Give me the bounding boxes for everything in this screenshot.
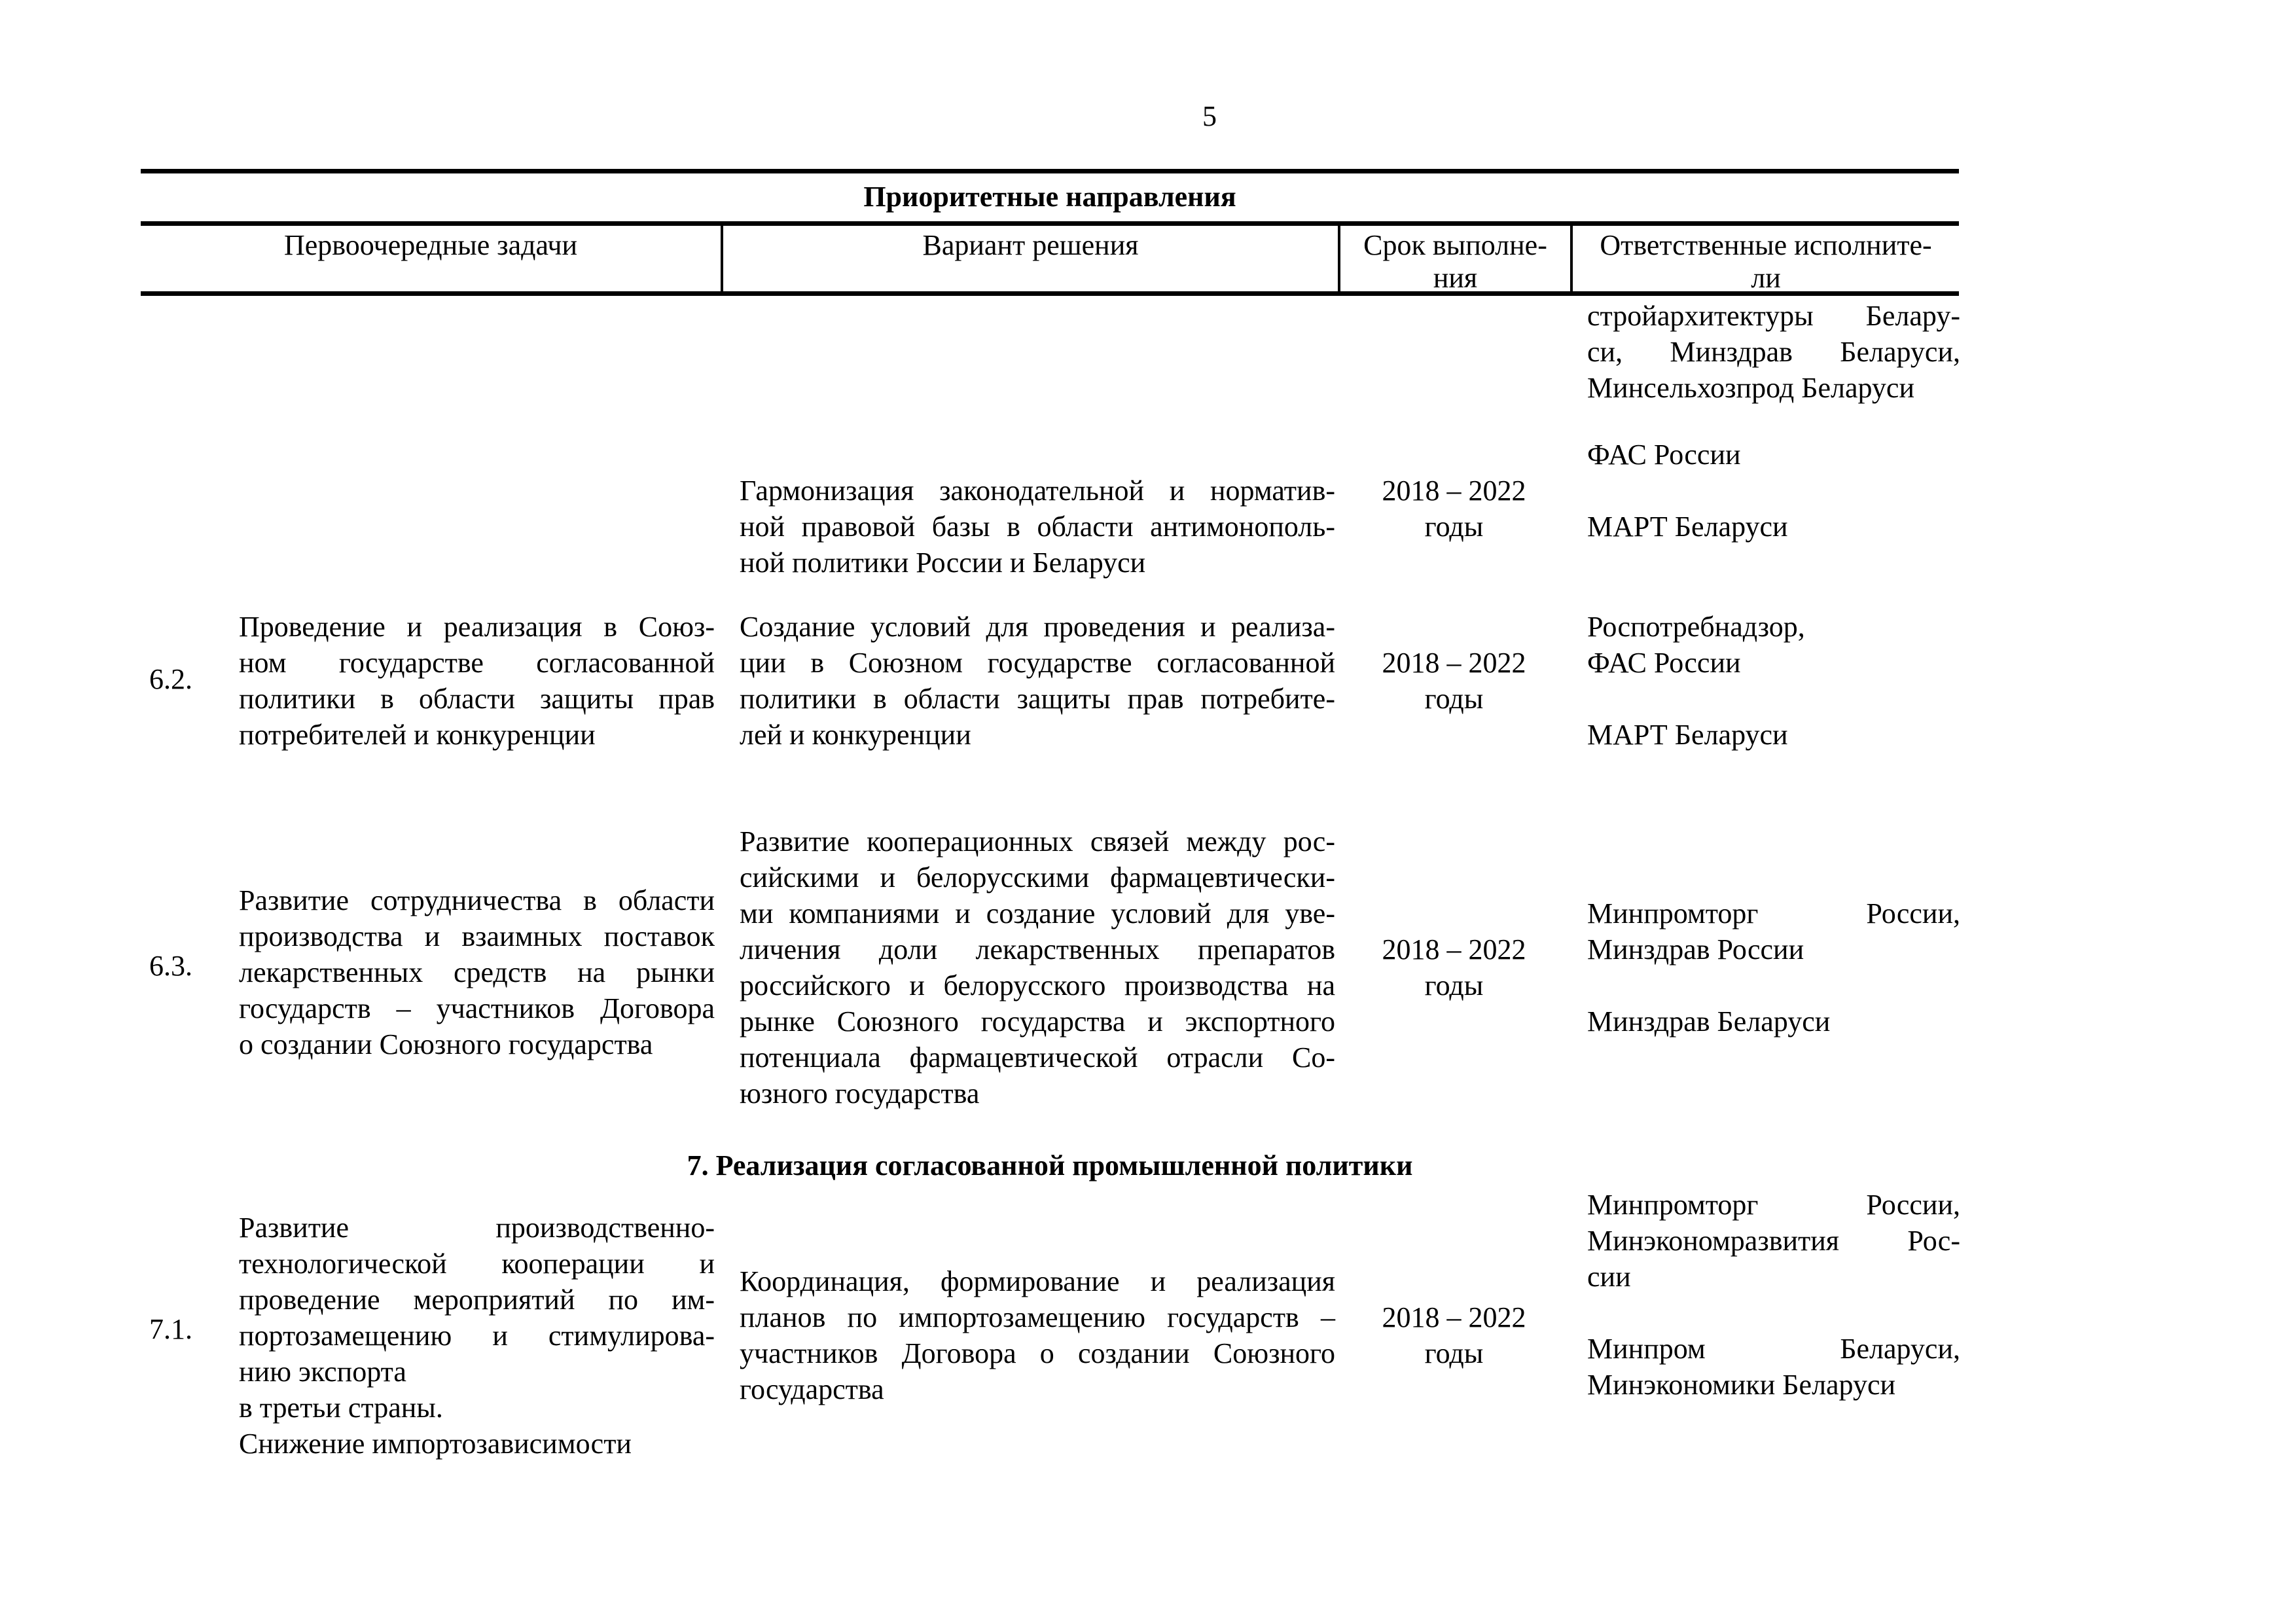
carryover-responsible-cell: стройархитектуры Белару- си, Минздрав Беларуси, Минсельхозпрод Беларуси [1587, 300, 1960, 404]
row-7-1-term-cell: 2018 – 2022 годы [1382, 1301, 1526, 1369]
row-6-3-number: 6.3. [149, 950, 192, 982]
row-6-3-task-cell: Развитие сотрудничества в области производства и взаимных поставок лекарственных средств на рынки государств – участников Договора о создании Союзного государства [239, 884, 715, 1060]
header-col-solution: Вариант решения [721, 226, 1338, 291]
page-number: 5 [1202, 100, 1217, 132]
header-col-tasks: Первоочередные задачи [283, 229, 577, 261]
row-7-1-task-cell: Развитие производственно- технологической кооперации и проведение мероприятий по им- портозамещению и стимулирова- нию экспорта в третьи страны. Снижение импортозависимости [239, 1212, 715, 1460]
row-6-3-term-cell: 2018 – 2022 годы [1382, 933, 1526, 1001]
header-col-term: Срок выполне- ния [1338, 226, 1570, 291]
row-6-2-number: 6.2. [149, 663, 192, 695]
header-col-responsible: Ответственные исполните- ли [1570, 226, 1959, 291]
table-header-row [141, 221, 1959, 296]
row-6-2-term-cell: 2018 – 2022 годы [1382, 647, 1526, 715]
row-7-1-number: 7.1. [149, 1313, 192, 1345]
row-6-3-responsible-cell: Минпромторг России, Минздрав России Минздрав Беларуси [1587, 897, 1960, 1038]
antimonopoly-solution-cell: Гармонизация законодательной и норматив- ной правовой базы в области антимонополь- ной политики России и Беларуси [740, 475, 1335, 579]
row-6-2-task-cell: Проведение и реализация в Союз- ном государстве согласованной политики в области защиты прав потребителей и конкуренции [239, 611, 715, 751]
row-6-3-solution-cell: Развитие кооперационных связей между рос- сийскими и белорусскими фармацевтически- ми компаниями и создание условий для уве- личения доли лекарственных препаратов российского и белорусского производства на рынке Союзного государства и экспортного потенциала фармацевтической отрасли Со- юзного государства [740, 825, 1335, 1110]
antimonopoly-term-cell: 2018 – 2022 годы [1382, 475, 1526, 543]
section-7-heading: 7. Реализация согласованной промышленной политики [687, 1149, 1413, 1182]
antimonopoly-responsible-cell: ФАС России МАРТ Беларуси [1587, 439, 1788, 543]
row-6-2-solution-cell: Создание условий для проведения и реализа- ции в Союзном государстве согласованной политики в области защиты прав потребите- лей и конкуренции [740, 611, 1335, 751]
row-6-2-responsible-cell: Роспотребнадзор, ФАС России МАРТ Беларуси [1587, 611, 1805, 751]
table-title: Приоритетные направления [863, 181, 1236, 213]
row-7-1-responsible-cell: Минпромторг России, Минэкономразвития Рос- сии Минпром Беларуси, Минэкономики Беларуси [1587, 1189, 1960, 1401]
row-7-1-solution-cell: Координация, формирование и реализация планов по импортозамещению государств – участников Договора о создании Союзного государства [740, 1265, 1335, 1405]
top-rule [141, 169, 1959, 173]
